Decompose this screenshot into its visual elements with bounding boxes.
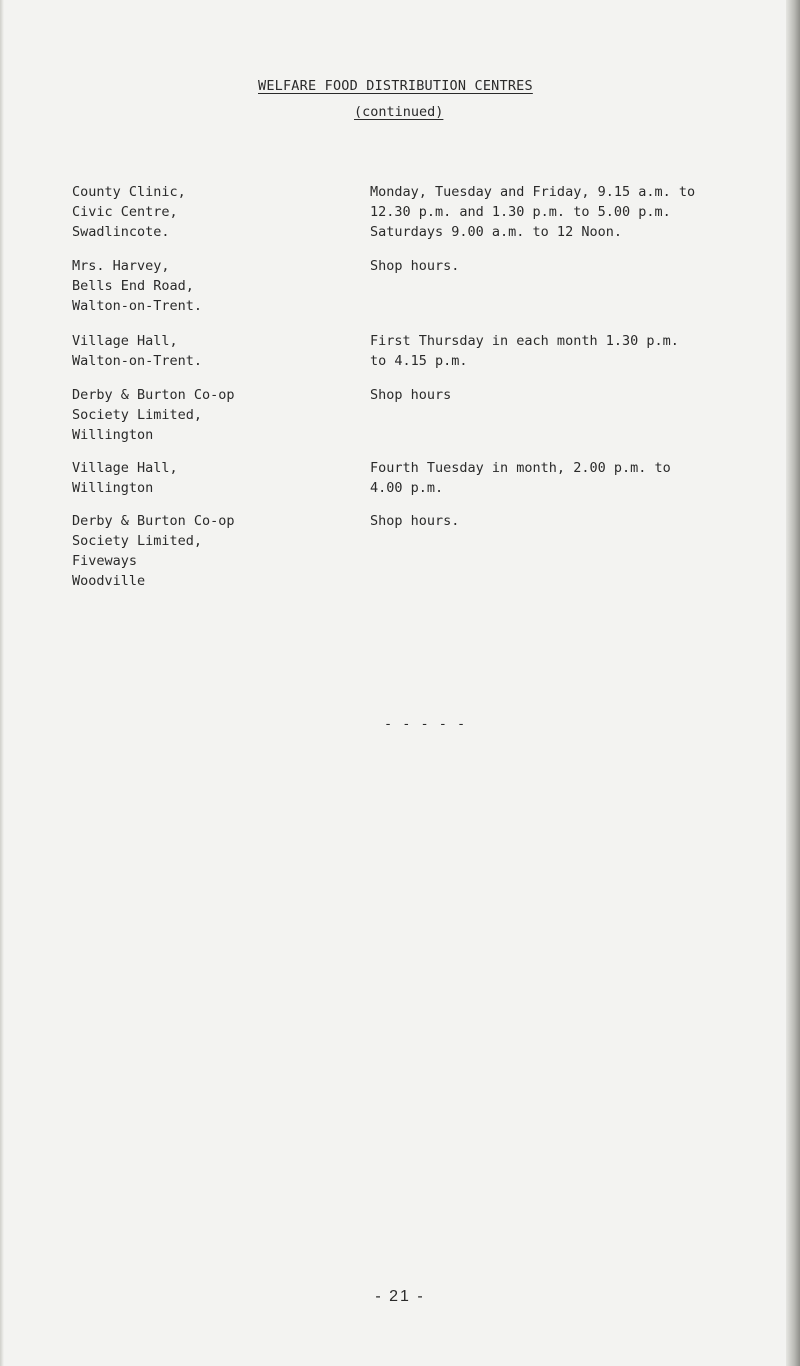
centre-location: Village Hall, Willington [72, 460, 178, 496]
page-title: WELFARE FOOD DISTRIBUTION CENTRES [258, 78, 533, 94]
centre-location: Village Hall, Walton-on-Trent. [72, 333, 203, 369]
page-number: - 21 - [375, 1288, 425, 1305]
centre-location: Derby & Burton Co-op Society Limited, Fiveways Woodville [72, 513, 235, 589]
centre-hours: First Thursday in each month 1.30 p.m. to 4.15 p.m. [370, 333, 679, 369]
page-subtitle: (continued) [354, 104, 444, 120]
centre-hours: Fourth Tuesday in month, 2.00 p.m. to 4.00 p.m. [370, 460, 671, 496]
section-separator: - - - - - [384, 716, 467, 732]
centre-hours: Shop hours. [370, 258, 460, 274]
centre-hours: Monday, Tuesday and Friday, 9.15 a.m. to 12.30 p.m. and 1.30 p.m. to 5.00 p.m. Saturdays 9.00 a.m. to 12 Noon. [370, 184, 696, 240]
centre-hours: Shop hours [370, 387, 452, 403]
centre-location: Derby & Burton Co-op Society Limited, Willington [72, 387, 235, 443]
centre-location: Mrs. Harvey, Bells End Road, Walton-on-Trent. [72, 258, 203, 314]
centre-hours: Shop hours. [370, 513, 460, 529]
page-left-edge [0, 0, 4, 1366]
centre-location: County Clinic, Civic Centre, Swadlincote. [72, 184, 186, 240]
